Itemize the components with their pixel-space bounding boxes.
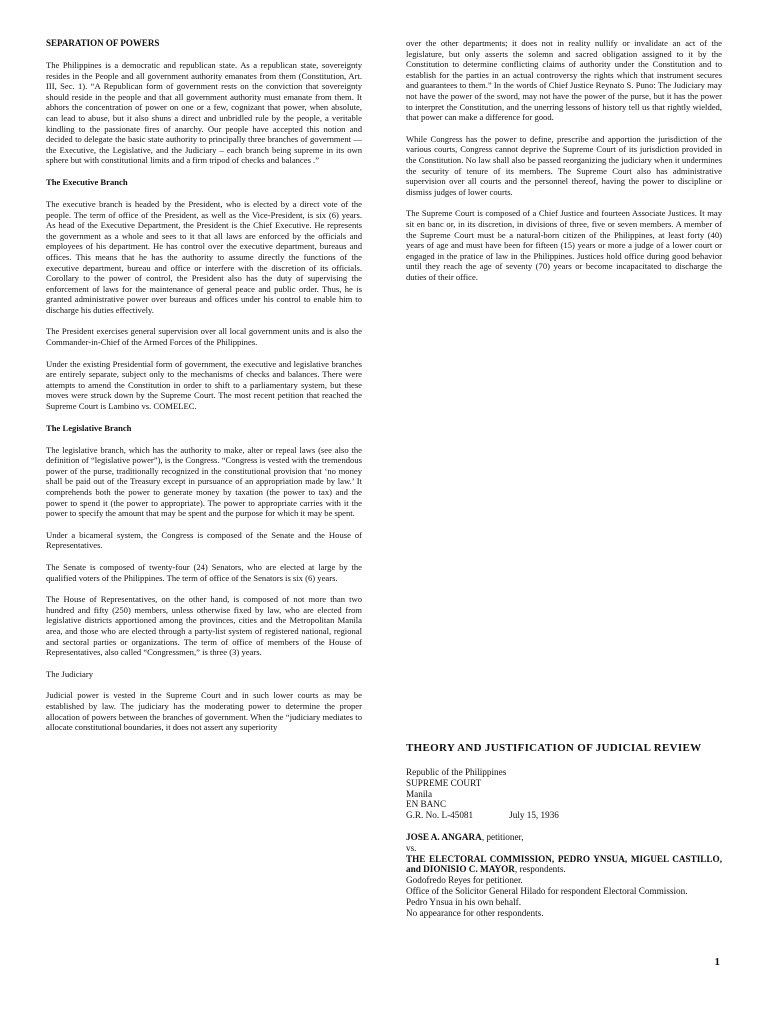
- case-section: [406, 742, 722, 918]
- paragraph: The legislative branch, which has the authority to make, alter or repeal laws (see also the definition of “legislative power”), is the Congress. “Congress is vested with the tremendous power of the purse, traditionally recognized in the constitutional provision that ‘no money shall be paid out of the Treasury except in pursuance of an appropriation made by law.’ It comprehends both the power to generate money by taxation (the power to tax) and the power to spend it (the power to appropriate). The power to appropriate carries with it the power to specify the amount that may be spent and the purpose for which it may be spent.: [46, 444, 362, 519]
- paragraph: The Senate is composed of twenty-four (24) Senators, who are elected at large by the qualified voters of the Philippines. The term of office of the Senators is six (6) years.: [46, 561, 362, 583]
- counsel-line: Pedro Ynsua in his own behalf.: [406, 896, 521, 907]
- case-caption: [406, 767, 722, 918]
- paragraph: The executive branch is headed by the President, who is elected by a direct vote of the people. The term of office of the President, as well as the Vice-President, is six (6) years. As head of the Executive Department, the President is the Chief Executive. He represents the government as a whole and sees to it that all laws are enforced by the officials and employees of his department. He has control over the executive department, bureaus and offices. This means that he has the authority to assume directly the functions of the executive department, bureau and office or interfere with the discretion of its officials. Corollary to the power of control, the President also has the duty of supervising the enforcement of laws for the maintenance of general peace and public order. Thus, he is granted administrative power over bureaus and offices under his control to enable him to discharge his duties effectively.: [46, 198, 362, 315]
- subheading-executive: The Executive Branch: [46, 176, 128, 187]
- paragraph: The President exercises general supervision over all local government units and is also the Commander-in-Chief of the Armed Forces of the Philippines.: [46, 326, 362, 348]
- respondents-line: [406, 854, 722, 876]
- case-date: July 15, 1936: [509, 810, 559, 821]
- paragraph: over the other departments; it does not in reality nullify or invalidate an act of the legislature, but only asserts the solemn and sacred obligation assigned to it by the Constitution to determine conflicting claims of authority under the Constitution and to establish for the parties in an actual controversy the rights which that instrument secures and guarantees to them.” In the words of Chief Justice Reynato S. Puno: The Judiciary may not have the power of the sword, may not have the power of the purse, but it has the power to interpret the Constitution, and the unerring lessons of history tell us that rightly wielded, that power can make a difference for good.: [406, 38, 722, 123]
- paragraph: Judicial power is vested in the Supreme Court and in such lower courts as may be established by law. The judiciary has the moderating power to determine the proper allocation of powers between the branches of government. When the “judiciary mediates to allocate constitutional boundaries, it does not assert any superiority: [46, 690, 362, 733]
- gr-number: G.R. No. L-45081: [406, 810, 474, 821]
- petitioner-line: [406, 832, 722, 843]
- paragraph: While Congress has the power to define, prescribe and apportion the jurisdiction of the various courts, Congress cannot deprive the Supreme Court of its jurisdiction provided in the Constitution. No law shall also be passed reorganizing the judiciary when it undermines the security of tenure of its members. The Supreme Court also has administrative supervision over all courts and the personnel thereof, having the power to discipline or dismiss judges of lower courts.: [406, 133, 722, 197]
- respondents-names: THE ELECTORAL COMMISSION, PEDRO YNSUA, MIGUEL CASTILLO, and DIONISIO C. MAYOR: [406, 853, 722, 875]
- caption-line: SUPREME COURT: [406, 777, 482, 788]
- paragraph: Under the existing Presidential form of government, the executive and legislative branches are entirely separate, subject only to the mechanisms of checks and balances. There were attempts to amend the Constitution in order to shift to a parliamentary system, but these moves were struck down by the Supreme Court. The most recent petition that reached the Supreme Court is Lambino vs. COMELEC.: [46, 358, 362, 412]
- petitioner-name: JOSE A. ANGARA: [406, 831, 482, 842]
- left-column: [46, 38, 362, 744]
- page-number: 1: [714, 956, 720, 969]
- caption-line: EN BANC: [406, 799, 447, 810]
- gr-number-row: [406, 810, 722, 821]
- paragraph: The House of Representatives, on the other hand, is composed of not more than two hundred and fifty (250) members, unless otherwise fixed by law, who are elected from legislative districts apportioned among the provinces, cities and the Metropolitan Manila area, and those who are elected through a party-list system of registered national, regional and sectoral parties or organizations. The term of office of members of the House of Representatives, also called “Congressmen,” is three (3) years.: [46, 594, 362, 658]
- paragraph: The Philippines is a democratic and republican state. As a republican state, sovereignty resides in the People and all government authority emanates from them (Constitution, Art. III, Sec. 1). “A Republican form of government rests on the conviction that sovereignty should reside in the people and that all government authority must emanate from them. It abhors the concentration of power on one or a few, cognizant that power, when absolute, can lead to abuse, but it also shuns a direct and unbridled rule by the people, a veritable kindling to the passionate fires of anarchy. Our people have accepted this notion and decided to delegate the basic state authority to principally three branches of government — the Executive, the Legislative, and the Judiciary – each branch being supreme in its own sphere but with constitutional limits and a firm tripod of checks and balances .”: [46, 60, 362, 166]
- subheading-legislative: The Legislative Branch: [46, 422, 132, 433]
- subheading-judiciary: The Judiciary: [46, 668, 94, 679]
- paragraph: Under a bicameral system, the Congress is composed of the Senate and the House of Representatives.: [46, 529, 362, 551]
- counsel-line: No appearance for other respondents.: [406, 907, 544, 918]
- respondents-role: , respondents.: [514, 864, 566, 875]
- petitioner-role: , petitioner,: [481, 831, 524, 842]
- caption-line: Republic of the Philippines: [406, 767, 507, 777]
- counsel-line: Office of the Solicitor General Hilado for respondent Electoral Commission.: [406, 885, 688, 896]
- caption-line: Manila: [406, 788, 433, 799]
- paragraph: The Supreme Court is composed of a Chief Justice and fourteen Associate Justices. It may sit en banc or, in its discretion, in divisions of three, five or seven members. A member of the Supreme Court must be a natural-born citizen of the Philippines, at least forty (40) years of age and must have been for fifteen (15) years or more a judge of a lower court or engaged in the pratice of law in the Philippines. Justices hold office during good behavior until they reach the age of seventy (70) years or become incapacitated to discharge the duties of their office.: [406, 208, 722, 282]
- vs-line: vs.: [406, 842, 417, 853]
- section-heading: SEPARATION OF POWERS: [46, 38, 160, 48]
- right-column: [406, 38, 722, 293]
- case-section-title: THEORY AND JUSTIFICATION OF JUDICIAL REVIEW: [406, 742, 702, 754]
- counsel-line: Godofredo Reyes for petitioner.: [406, 875, 523, 886]
